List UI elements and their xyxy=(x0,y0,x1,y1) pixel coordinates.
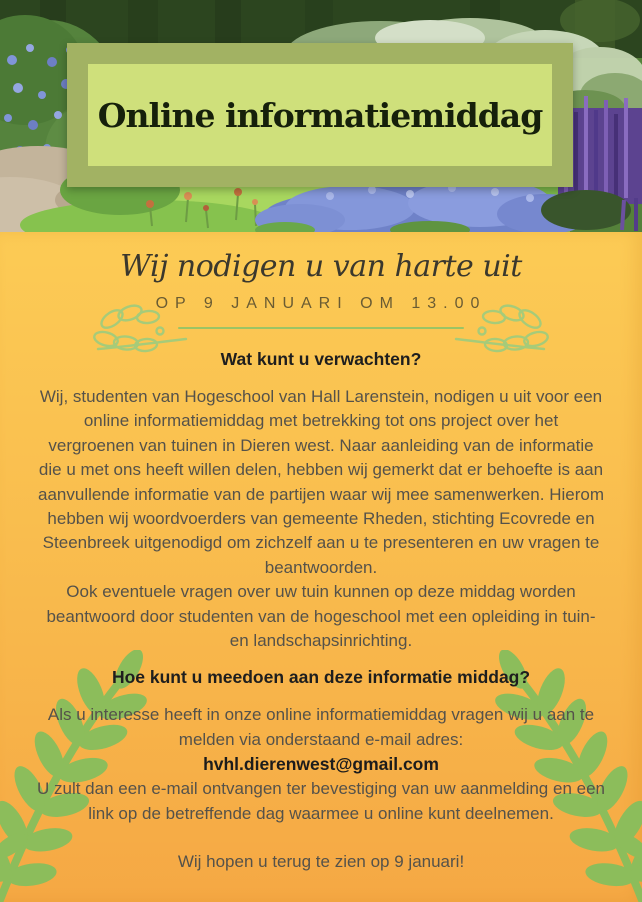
paragraph-line: en landschapsinrichting. xyxy=(229,631,413,651)
leaf-doodle-right-icon xyxy=(454,301,550,353)
section-expect-paragraph-1 xyxy=(0,385,642,580)
invite-date: OP 9 JANUARI OM 13.00 xyxy=(155,295,487,312)
section-join-outro xyxy=(0,777,642,826)
garden-photo xyxy=(0,0,642,232)
flyer-content xyxy=(0,232,642,874)
paragraph-line: melden via onderstaand e-mail adres: xyxy=(178,729,464,749)
paragraph-line: die u met ons heeft willen delen, hebben wij gemerkt dat er behoefte is aan xyxy=(38,460,604,480)
paragraph-line: hebben wij woordvoerders van gemeente Rheden, stichting Ecovrede en xyxy=(47,509,595,529)
divider-line xyxy=(178,327,464,329)
leaf-doodle-left-icon xyxy=(92,301,188,353)
section-join-intro xyxy=(0,703,642,752)
paragraph-line: Als u interesse heeft in onze online informatiemiddag vragen wij u aan te xyxy=(47,705,595,725)
paragraph-line: Wij, studenten van Hogeschool van Hall Larenstein, nodigen u uit voor een xyxy=(39,387,603,406)
paragraph-line: online informatiemiddag met betrekking tot ons project over het xyxy=(83,411,559,431)
paragraph-line: Ook eventuele vragen over uw tuin kunnen op deze middag worden xyxy=(66,582,576,602)
closing-line: Wij hopen u terug te zien op 9 januari! xyxy=(177,852,465,872)
paragraph-line: Steenbreek uitgenodigd om zichzelf aan u te presenteren en uw vragen te xyxy=(42,533,600,553)
section-expect-paragraph-2 xyxy=(0,580,642,653)
title-banner-inner xyxy=(88,64,552,166)
section-join-heading: Hoe kunt u meedoen aan deze informatie middag? xyxy=(111,667,531,688)
paragraph-line: vergroenen van tuinen in Dieren west. Naar aanleiding van de informatie xyxy=(48,435,594,455)
invite-script-heading: Wij nodigen u van harte uit xyxy=(120,249,522,284)
title-banner xyxy=(67,43,573,187)
paragraph-line: link op de betreffende dag waarmee u online kunt deelnemen. xyxy=(88,803,554,823)
paragraph-line: beantwoord door studenten van de hogeschool met een opleiding in tuin- xyxy=(46,606,596,626)
section-expect-heading: Wat kunt u verwachten? xyxy=(220,349,422,369)
poster-title: Online informatiemiddag xyxy=(97,95,543,135)
paragraph-line: beantwoorden. xyxy=(264,557,378,577)
email-address: hvhl.dierenwest@gmail.com xyxy=(203,754,439,775)
paragraph-line: aanvullende informatie van de partijen waar wij mee samenwerken. Hierom xyxy=(38,484,604,504)
paragraph-line: U zult dan een e-mail ontvangen ter bevestiging van uw aanmelding en een xyxy=(37,779,605,799)
flyer-body xyxy=(0,232,642,902)
